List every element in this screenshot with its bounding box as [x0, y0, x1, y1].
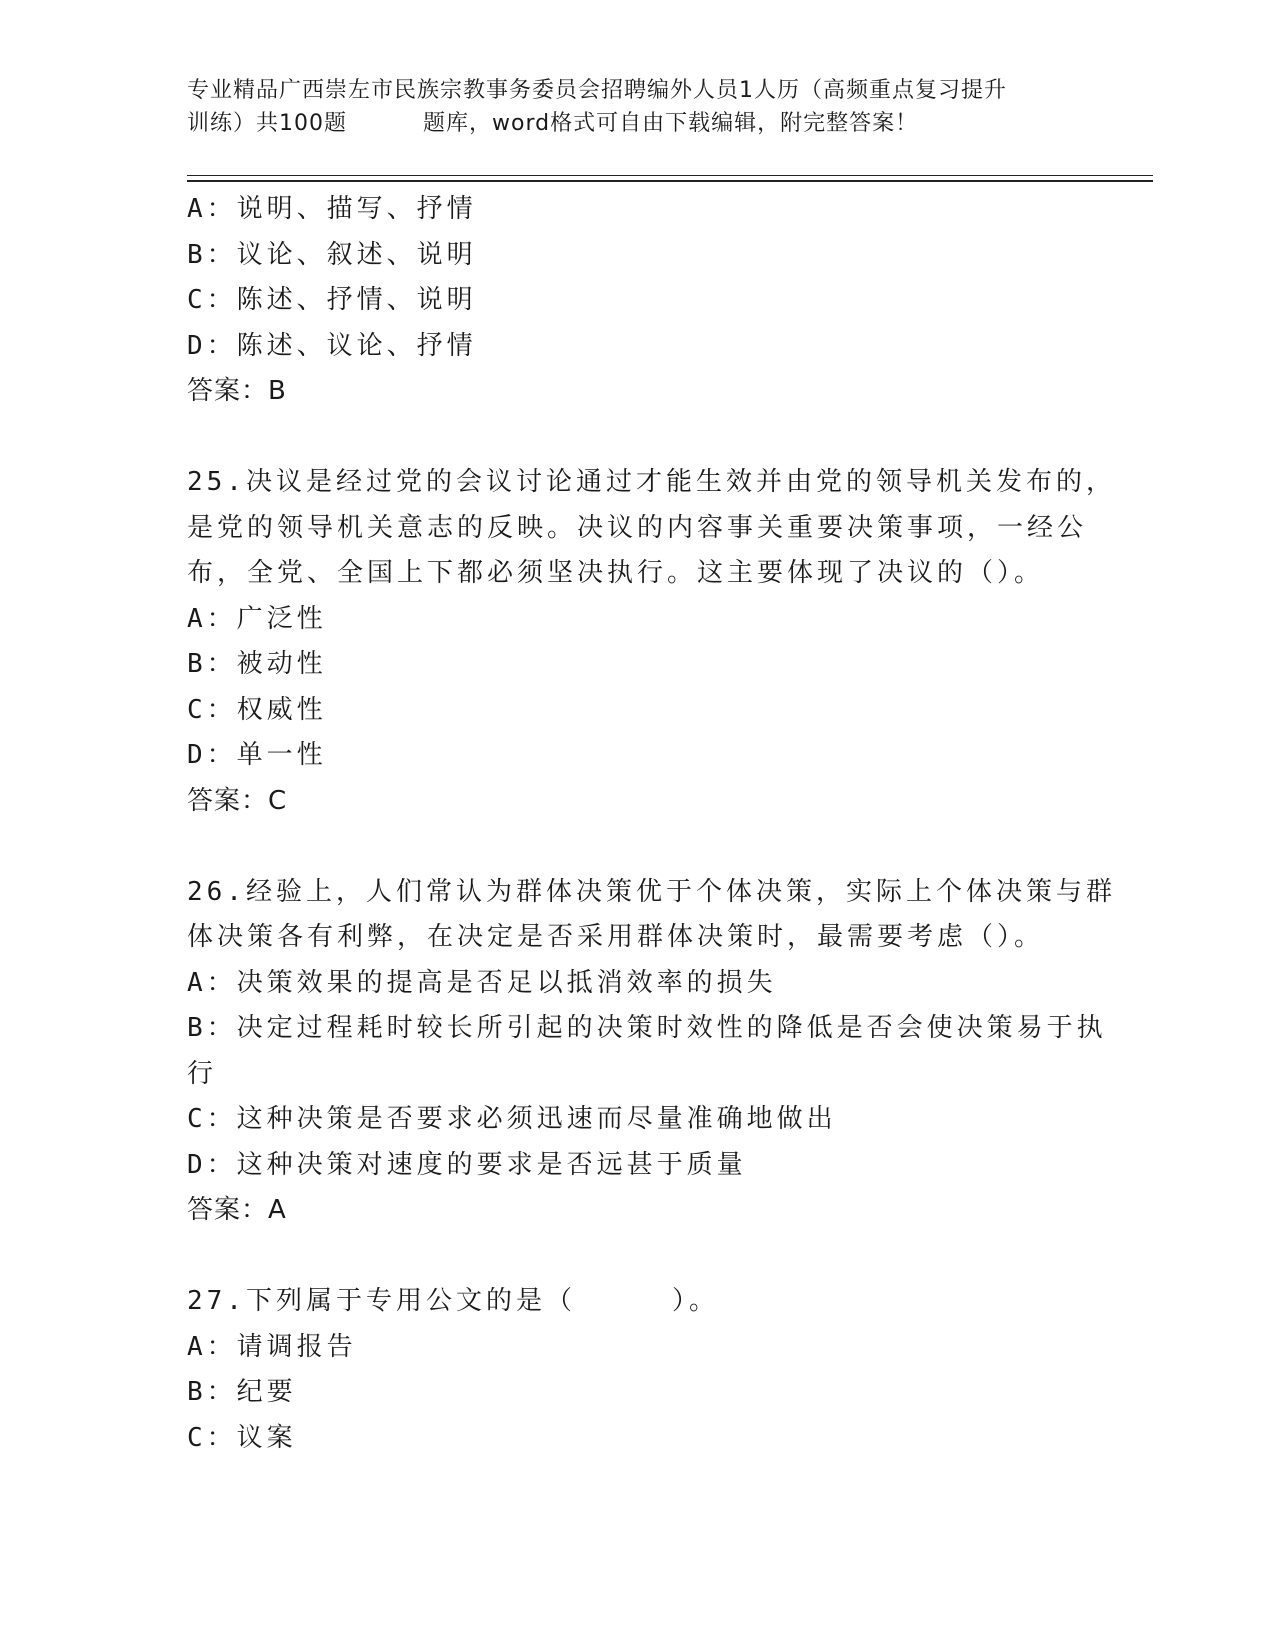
q25-stem-line-2: 是党的领导机关意志的反映。决议的内容事关重要决策事项，一经公 [187, 512, 1088, 543]
q25-option-b: B：被动性 [187, 649, 327, 679]
q24-option-d: D：陈述、议论、抒情 [187, 330, 477, 361]
q25-stem-line-1: 25.决议是经过党的会议讨论通过才能生效并由党的领导机关发布的， [187, 467, 1116, 497]
question-25-block [187, 460, 1116, 824]
question-24-block [187, 187, 1087, 415]
q24-option-a: A：说明、描写、抒情 [187, 194, 477, 224]
q26-option-d: D：这种决策对速度的要求是否远甚于质量 [187, 1149, 747, 1180]
q26-option-a: A：决策效果的提高是否足以抵消效率的损失 [187, 967, 777, 998]
q26-stem-line-1: 26.经验上，人们常认为群体决策优于个体决策，实际上个体决策与群 [187, 876, 1116, 907]
q25-stem-line-3: 布，全党、全国上下都必须坚决执行。这主要体现了决议的（）。 [187, 558, 1045, 588]
q25-option-a: A：广泛性 [187, 603, 327, 634]
question-content [187, 187, 1116, 1461]
q26-option-c: C：这种决策是否要求必须迅速而尽量准确地做出 [187, 1104, 837, 1134]
q25-option-d: D：单一性 [187, 740, 327, 770]
q24-answer: 答案：B [187, 376, 287, 406]
question-27-block [187, 1279, 1087, 1461]
q25-option-c: C：权威性 [187, 694, 327, 725]
q25-answer: 答案：C [187, 785, 288, 816]
q27-stem-part-a: 27.下列属于专用公文的是（ [187, 1286, 576, 1316]
header-line-2-part-a: 训练）共100题 [187, 111, 347, 136]
q27-option-b: B：纪要 [187, 1377, 297, 1407]
question-26-block [187, 870, 1116, 1234]
q27-stem [187, 1279, 1087, 1325]
q26-stem-line-2: 体决策各有利弊，在决定是否采用群体决策时，最需要考虑（）。 [187, 922, 1045, 952]
header-divider-thin [187, 175, 1153, 176]
header-line-2-part-b: 题库，word格式可自由下载编辑，附完整答案！ [423, 111, 919, 136]
q27-option-a: A：请调报告 [187, 1331, 357, 1362]
q27-option-c: C：议案 [187, 1422, 297, 1453]
q26-option-b: B：决定过程耗时较长所引起的决策时效性的降低是否会使决策易于执 [187, 1013, 1107, 1043]
q26-option-b-continued: 行 [187, 1058, 218, 1089]
q27-stem-part-b: ）。 [671, 1286, 719, 1316]
header-divider-thick [187, 180, 1153, 182]
header-line-2 [187, 107, 1087, 140]
header-line-1: 专业精品广西崇左市民族宗教事务委员会招聘编外人员1人历（高频重点复习提升 [187, 78, 1007, 103]
document-header [187, 74, 1087, 140]
q26-answer: 答案：A [187, 1195, 287, 1225]
q24-option-c: C：陈述、抒情、说明 [187, 285, 477, 315]
q24-option-b: B：议论、叙述、说明 [187, 239, 477, 270]
